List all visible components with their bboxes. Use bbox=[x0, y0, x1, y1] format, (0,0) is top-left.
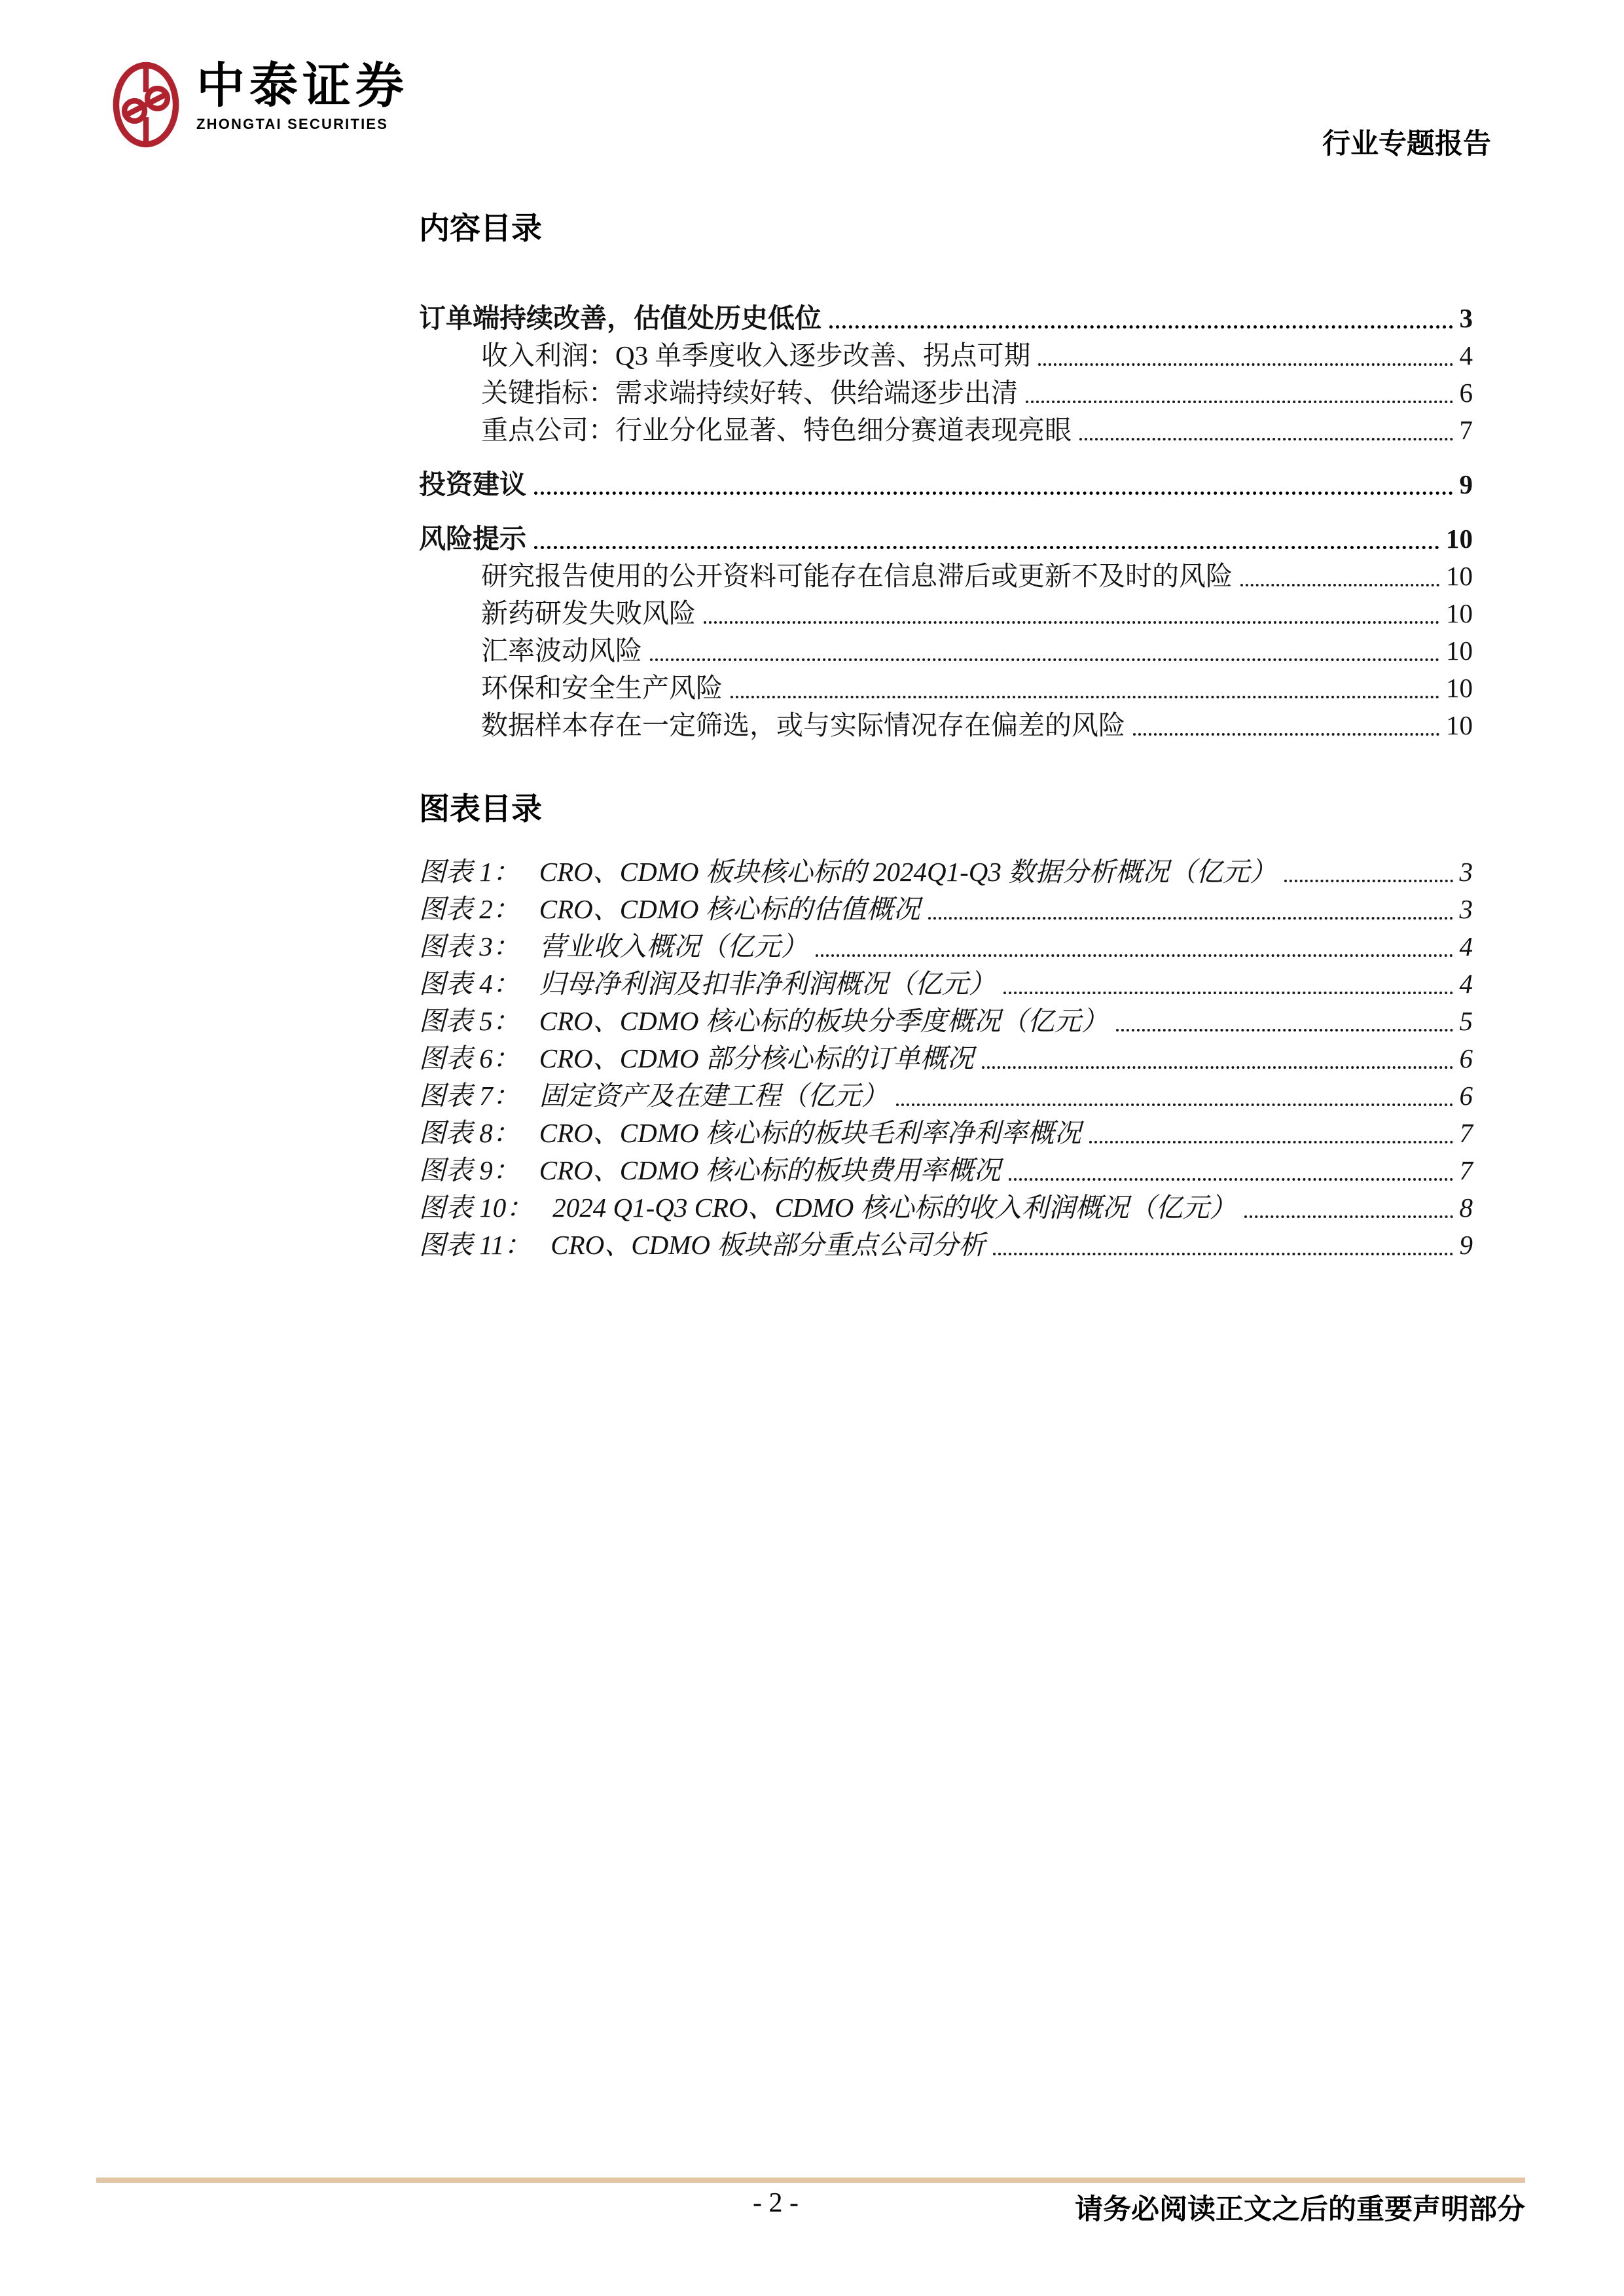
toc-entry-title: 新药研发失败风险 bbox=[481, 598, 696, 628]
toc-entry-page: 10 bbox=[1446, 710, 1473, 740]
figure-entry-title: CRO、CDMO 核心标的板块毛利率净利率概况 bbox=[539, 1118, 1081, 1148]
report-type-label: 行业专题报告 bbox=[1322, 129, 1491, 160]
figure-leader-dots bbox=[1009, 1178, 1453, 1181]
figure-entry bbox=[419, 965, 1473, 1003]
figure-leader-dots bbox=[1244, 1215, 1453, 1218]
toc-entry-page: 10 bbox=[1446, 673, 1473, 703]
toc-entry-page: 10 bbox=[1446, 561, 1473, 591]
toc-entry-title: 关键指标：需求端持续好转、供给端逐步出清 bbox=[481, 378, 1018, 408]
figure-entry-title: CRO、CDMO 板块核心标的 2024Q1-Q3 数据分析概况（亿元） bbox=[539, 857, 1277, 887]
figure-entry-page: 3 bbox=[1459, 857, 1473, 887]
figure-entry bbox=[419, 1189, 1473, 1227]
toc-entry bbox=[419, 632, 1473, 670]
toc-entry-page: 9 bbox=[1459, 469, 1473, 499]
toc-entry bbox=[419, 374, 1473, 412]
footer-divider bbox=[96, 2178, 1525, 2183]
toc-entry-title: 收入利润：Q3 单季度收入逐步改善、拐点可期 bbox=[481, 340, 1031, 370]
figure-entry bbox=[419, 1115, 1473, 1152]
figure-entry-title: 营业收入概况（亿元） bbox=[539, 931, 808, 961]
toc-list bbox=[419, 300, 1473, 744]
contents-title: 内容目录 bbox=[419, 212, 542, 246]
toc-leader-dots bbox=[650, 658, 1439, 661]
footer-page-number: - 2 - bbox=[753, 2188, 799, 2218]
figure-entry-title: CRO、CDMO 核心标的板块分季度概况（亿元） bbox=[539, 1006, 1108, 1036]
toc-entry-title: 汇率波动风险 bbox=[481, 636, 642, 666]
toc-entry-page: 4 bbox=[1459, 340, 1473, 370]
figure-entry-label: 图表 1： bbox=[419, 857, 520, 887]
toc-leader-dots bbox=[1133, 733, 1439, 736]
figure-entry-label: 图表 5： bbox=[419, 1006, 520, 1036]
toc-entry-page: 7 bbox=[1459, 415, 1473, 445]
logo-en-name: ZHONGTAI SECURITIES bbox=[196, 115, 389, 132]
toc-main bbox=[419, 209, 1473, 1264]
figure-entry-page: 3 bbox=[1459, 894, 1473, 924]
figure-entry bbox=[419, 1152, 1473, 1189]
toc-entry bbox=[419, 707, 1473, 744]
toc-leader-dots bbox=[1026, 401, 1453, 403]
toc-leader-dots bbox=[534, 546, 1439, 549]
figure-entry-title: CRO、CDMO 板块部分重点公司分析 bbox=[550, 1230, 986, 1260]
toc-leader-dots bbox=[1038, 363, 1453, 366]
figure-list bbox=[419, 853, 1473, 1264]
logo-text bbox=[196, 59, 408, 133]
figure-leader-dots bbox=[896, 1103, 1453, 1106]
figure-entry bbox=[419, 891, 1473, 928]
figure-entry-page: 4 bbox=[1459, 969, 1473, 999]
figure-entry-title: CRO、CDMO 部分核心标的订单概况 bbox=[539, 1043, 974, 1073]
toc-entry bbox=[419, 595, 1473, 632]
toc-entry-title: 订单端持续改善，估值处历史低位 bbox=[419, 303, 821, 333]
toc-entry-page: 3 bbox=[1459, 303, 1473, 333]
toc-entry-title: 重点公司：行业分化显著、特色细分赛道表现亮眼 bbox=[481, 415, 1072, 445]
logo-cn-name: 中泰证券 bbox=[196, 58, 408, 113]
toc-entry-page: 10 bbox=[1446, 598, 1473, 628]
toc-leader-dots bbox=[829, 325, 1453, 329]
figure-entry-page: 9 bbox=[1459, 1230, 1473, 1260]
figure-leader-dots bbox=[1116, 1029, 1453, 1031]
toc-entry-title: 风险提示 bbox=[419, 524, 526, 554]
figure-leader-dots bbox=[1089, 1141, 1453, 1143]
zhongtai-logo-icon bbox=[111, 59, 181, 151]
toc-entry bbox=[419, 670, 1473, 707]
figure-entry-label: 图表 10： bbox=[419, 1193, 533, 1223]
figure-leader-dots bbox=[982, 1066, 1453, 1069]
toc-entry bbox=[419, 412, 1473, 449]
toc-entry-title: 环保和安全生产风险 bbox=[481, 673, 723, 703]
figure-entry-page: 7 bbox=[1459, 1155, 1473, 1185]
figure-entry-page: 8 bbox=[1459, 1193, 1473, 1223]
toc-entry bbox=[419, 337, 1473, 374]
figure-leader-dots bbox=[1003, 992, 1453, 994]
toc-leader-dots bbox=[731, 696, 1439, 698]
figure-entry-page: 5 bbox=[1459, 1006, 1473, 1036]
toc-entry bbox=[419, 300, 1473, 337]
toc-entry bbox=[419, 558, 1473, 595]
toc-entry bbox=[419, 520, 1473, 558]
figure-entry-label: 图表 3： bbox=[419, 931, 520, 961]
figure-leader-dots bbox=[928, 917, 1453, 920]
footer-disclaimer: 请务必阅读正文之后的重要声明部分 bbox=[1075, 2195, 1525, 2225]
figure-entry-page: 6 bbox=[1459, 1043, 1473, 1073]
figure-entry-label: 图表 6： bbox=[419, 1043, 520, 1073]
figure-entry-label: 图表 2： bbox=[419, 894, 520, 924]
toc-leader-dots bbox=[1079, 438, 1453, 440]
figure-entry-page: 7 bbox=[1459, 1118, 1473, 1148]
figure-entry bbox=[419, 928, 1473, 965]
figure-entry-title: 固定资产及在建工程（亿元） bbox=[539, 1081, 888, 1111]
zhongtai-logo bbox=[111, 59, 408, 151]
figure-leader-dots bbox=[993, 1253, 1453, 1255]
figure-entry-label: 图表 11： bbox=[419, 1230, 532, 1260]
figure-entry-page: 4 bbox=[1459, 931, 1473, 961]
figure-entry bbox=[419, 1077, 1473, 1115]
toc-leader-dots bbox=[534, 492, 1453, 495]
toc-entry-page: 10 bbox=[1446, 636, 1473, 666]
figure-entry bbox=[419, 1227, 1473, 1264]
toc-entry-page: 10 bbox=[1446, 524, 1473, 554]
figure-entry-title: CRO、CDMO 核心标的板块费用率概况 bbox=[539, 1155, 1001, 1185]
toc-leader-dots bbox=[704, 621, 1439, 624]
toc-entry-page: 6 bbox=[1459, 378, 1473, 408]
toc-entry bbox=[419, 466, 1473, 503]
toc-leader-dots bbox=[1240, 584, 1439, 586]
figure-entry-label: 图表 9： bbox=[419, 1155, 520, 1185]
figure-entry bbox=[419, 1040, 1473, 1077]
figure-entry-label: 图表 7： bbox=[419, 1081, 520, 1111]
figure-leader-dots bbox=[816, 954, 1453, 957]
figure-entry-page: 6 bbox=[1459, 1081, 1473, 1111]
figure-entry-title: CRO、CDMO 核心标的估值概况 bbox=[539, 894, 920, 924]
figure-entry-title: 归母净利润及扣非净利润概况（亿元） bbox=[539, 969, 996, 999]
figure-entry-label: 图表 8： bbox=[419, 1118, 520, 1148]
figure-entry bbox=[419, 853, 1473, 891]
figure-entry-label: 图表 4： bbox=[419, 969, 520, 999]
figure-entry-title: 2024 Q1-Q3 CRO、CDMO 核心标的收入利润概况（亿元） bbox=[552, 1193, 1236, 1223]
figure-leader-dots bbox=[1284, 880, 1453, 882]
toc-entry-title: 研究报告使用的公开资料可能存在信息滞后或更新不及时的风险 bbox=[481, 561, 1233, 591]
figure-entry bbox=[419, 1003, 1473, 1040]
figures-title: 图表目录 bbox=[419, 793, 542, 827]
toc-entry-title: 数据样本存在一定筛选，或与实际情况存在偏差的风险 bbox=[481, 710, 1125, 740]
toc-entry-title: 投资建议 bbox=[419, 469, 526, 499]
